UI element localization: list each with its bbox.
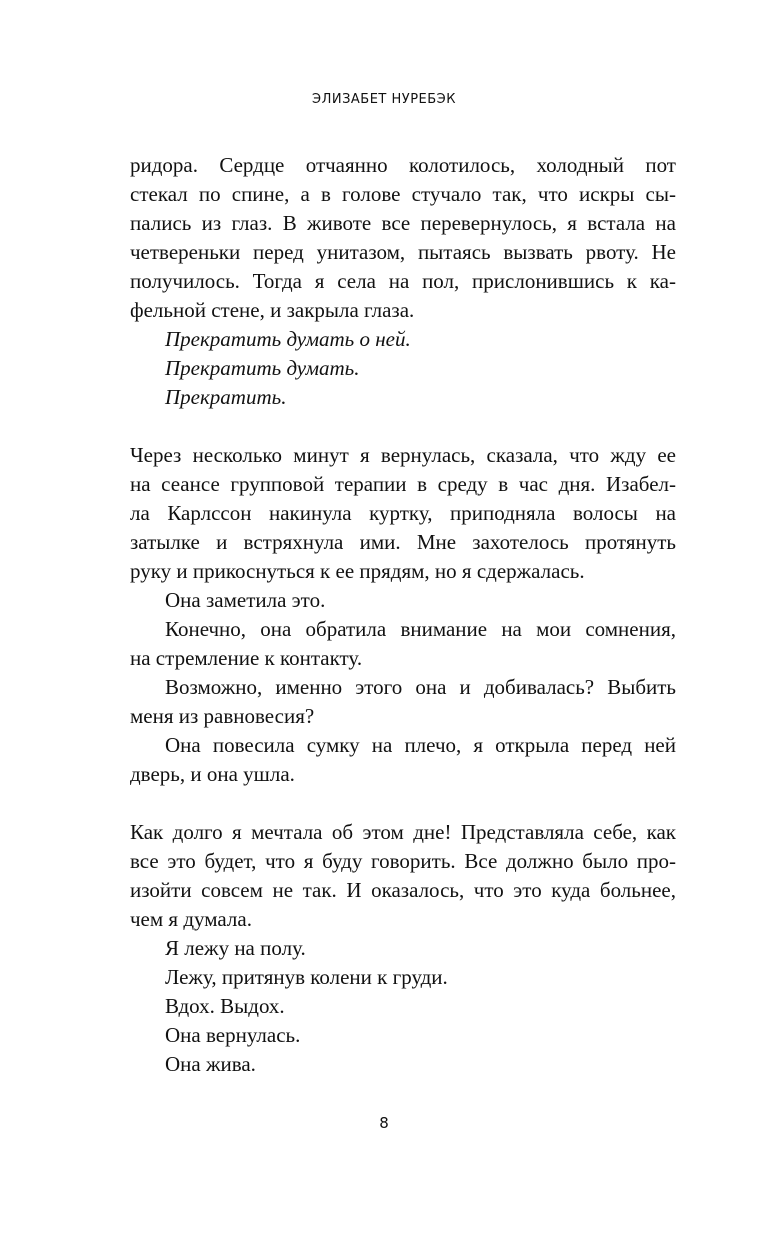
text-line: Она вернулась. [165,1023,301,1047]
text-line: получилось. Тогда я села на пол, прислонившись к ка- [130,269,676,293]
text-line: изойти совсем не так. И оказалось, что это куда больнее, [130,878,676,902]
section-break [130,412,676,441]
italic-line: Прекратить думать. [165,356,360,380]
page-number: 8 [379,1114,389,1132]
text-line: затылке и встряхнула ими. Мне захотелось протянуть [130,530,676,554]
text-line: Я лежу на полу. [165,936,306,960]
text-line: дверь, и она ушла. [130,762,295,786]
text-line: меня из равновесия? [130,704,315,728]
section-break [130,789,676,818]
page-text [130,151,676,1079]
text-line: Она жива. [165,1052,256,1076]
text-line: Возможно, именно этого она и добивалась? Выбить [165,675,676,699]
text-line: на стремление к контакту. [130,646,363,670]
text-line: ридора. Сердце отчаянно колотилось, холодный пот [130,153,676,177]
text-line: Она заметила это. [165,588,326,612]
text-line: Как долго я мечтала об этом дне! Представляла себе, как [130,820,676,844]
italic-line: Прекратить думать о ней. [165,327,411,351]
text-line: стекал по спине, а в голове стучало так, что искры сы- [130,182,676,206]
text-line: чем я думала. [130,907,252,931]
text-line: Через несколько минут я вернулась, сказала, что жду ее [130,443,676,467]
text-line: пались из глаз. В животе все перевернулось, я встала на [130,211,676,235]
text-line: на сеансе групповой терапии в среду в час дня. Изабел- [130,472,676,496]
text-line: руку и прикоснуться к ее прядям, но я сдержалась. [130,559,585,583]
text-line: четвереньки перед унитазом, пытаясь вызвать рвоту. Не [130,240,676,264]
running-head: ЭЛИЗАБЕТ НУРЕБЭК [312,92,456,107]
text-line: фельной стене, и закрыла глаза. [130,298,415,322]
text-line: Конечно, она обратила внимание на мои сомнения, [165,617,676,641]
text-line: Лежу, притянув колени к груди. [165,965,448,989]
text-line: Вдох. Выдох. [165,994,285,1018]
text-line: ла Карлссон накинула куртку, приподняла волосы на [130,501,676,525]
italic-line: Прекратить. [165,385,287,409]
text-line: Она повесила сумку на плечо, я открыла перед ней [165,733,676,757]
text-line: все это будет, что я буду говорить. Все должно было про- [130,849,676,873]
